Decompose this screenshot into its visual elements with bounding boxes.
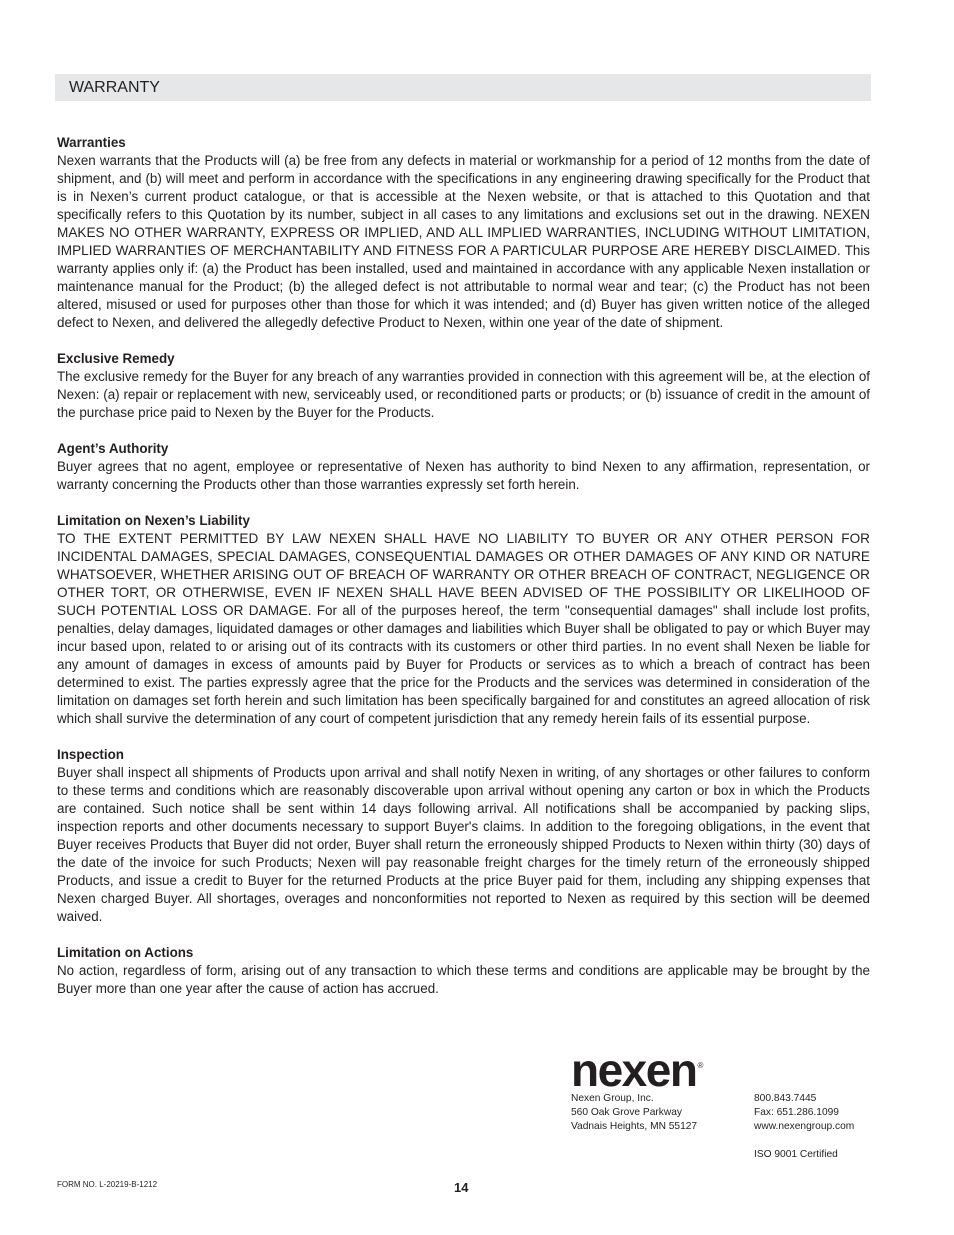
section-body: Buyer agrees that no agent, employee or representative of Nexen has authority to bind Nexen to any affirmation, representation, or warranty concerning the Products other than those warranties expressly set forth herein.: [57, 459, 870, 492]
section-header-bar: [55, 74, 871, 101]
phone-number: 800.843.7445: [754, 1093, 817, 1104]
section-agents-authority: [57, 440, 870, 494]
body-text: This warranty applies only if: (a) the Product has been installed, used and maintained in accordance with any applicable Nexen installation or maintenance manual for the Product; (b) the alleged defect is not attributable to normal wear and tear; (c) the Product has not been altered, misused or used for purposes other than those for which it was intended; and (d) Buyer has given written notice of the alleged defect to Nexen, and delivered the allegedly defective Product to Nexen, within one year of the date of shipment.: [57, 243, 870, 330]
fax-number: Fax: 651.286.1099: [754, 1107, 839, 1118]
section-warranties: [57, 134, 870, 332]
address-line: 560 Oak Grove Parkway: [571, 1107, 682, 1118]
company-contact: [754, 1092, 854, 1162]
section-body: [57, 530, 870, 728]
registered-mark: ®: [697, 1061, 704, 1070]
body-text: Nexen warrants that the Products will (a) be free from any defects in material or workmanship for a period of 12 months from the date of shipment, and (b) will meet and perform in accordance with the specifications in any engineering drawing specifically for the Product that is in Nexen’s current product catalogue, or that is accessible at the Nexen website, or that is attached to this Quotation and that specifically refers to this Quotation by its number, subject in all cases to any limitations and exclusions set out in the drawing.: [57, 153, 870, 222]
section-limitation-liability: [57, 512, 870, 728]
section-body: The exclusive remedy for the Buyer for any breach of any warranties provided in connection with this agreement will be, at the election of Nexen: (a) repair or replacement with new, serviceably used, or reconditioned parts or products; or (b) issuance of credit in the amount of the purchase price paid to Nexen by the Buyer for the Products.: [57, 369, 870, 420]
company-address: [571, 1092, 697, 1134]
logo-text: nexen: [571, 1044, 697, 1096]
section-exclusive-remedy: [57, 350, 870, 422]
section-title: Exclusive Remedy: [57, 351, 175, 366]
section-title: Agent’s Authority: [57, 441, 169, 456]
disclaimer-text: NEXEN MAKES NO OTHER WARRANTY, EXPRESS OR IMPLIED, AND ALL IMPLIED WARRANTIES, INCLUDING WITHOUT LIMITATION, IMPLIED WARRANTIES OF MERCHANTABILITY AND FITNESS FOR A PARTICULAR PURPOSE ARE HEREBY DISCLAIMED.: [57, 207, 870, 258]
section-body: [57, 152, 870, 332]
section-title: Limitation on Nexen’s Liability: [57, 513, 250, 528]
iso-certification: ISO 9001 Certified: [754, 1149, 838, 1160]
section-title: Limitation on Actions: [57, 945, 194, 960]
page-heading: WARRANTY: [69, 79, 160, 96]
section-body: No action, regardless of form, arising out of any transaction to which these terms and conditions are applicable may be brought by the Buyer more than one year after the cause of action has accrued.: [57, 963, 870, 996]
address-line: Vadnais Heights, MN 55127: [571, 1121, 698, 1132]
section-body: Buyer shall inspect all shipments of Products upon arrival and shall notify Nexen in writing, of any shortages or other failures to conform to these terms and conditions which are reasonably discoverable upon arrival without opening any carton or box in which the Products are contained. Such notice shall be sent within 14 days following arrival. All notifications shall be accompanied by packing slips, inspection reports and other documents necessary to support Buyer's claims. In addition to the foregoing obligations, in the event that Buyer receives Products that Buyer did not order, Buyer shall return the erroneously shipped Products to Nexen within thirty (30) days of the date of the invoice for such Products; Nexen will pay reasonable freight charges for the timely return of the erroneously shipped Products, and issue a credit to Buyer for the returned Products at the price Buyer paid for them, including any shipping expenses that Nexen charged Buyer. All shortages, overages and nonconformities not reported to Nexen as required by this section will be deemed waived.: [57, 765, 870, 924]
body-text: For all of the purposes hereof, the term "consequential damages" shall include lost profits, penalties, delay damages, liquidated damages or other damages and liabilities which Buyer shall be obligated to pay or which Buyer may incur based upon, related to or arising out of its contracts with its customers or other third parties. In no event shall Nexen be liable for any amount of damages in excess of amounts paid by Buyer for Products or services as to which a breach of contract has been determined to exist. The parties expressly agree that the price for the Products and the services was determined in consideration of the limitation on damages set forth herein and such limitation has been specifically bargained for and constitutes an agreed allocation of risk which shall survive the determination of any court of competent jurisdiction that any remedy herein fails of its essential purpose.: [57, 603, 871, 726]
address-line: Nexen Group, Inc.: [571, 1093, 654, 1104]
section-title: Warranties: [57, 135, 126, 150]
section-title: Inspection: [57, 747, 124, 762]
nexen-logo: [571, 1044, 881, 1096]
section-inspection: [57, 746, 870, 926]
website-url: www.nexengroup.com: [754, 1121, 855, 1132]
section-limitation-actions: [57, 944, 870, 998]
page-number: 14: [454, 1180, 469, 1195]
company-footer: [571, 1044, 881, 1160]
form-number: FORM NO. L-20219-B-1212: [57, 1180, 158, 1189]
document-body: [57, 134, 870, 1016]
liability-caps-text: TO THE EXTENT PERMITTED BY LAW NEXEN SHALL HAVE NO LIABILITY TO BUYER OR ANY OTHER PERSON FOR INCIDENTAL DAMAGES, SPECIAL DAMAGES, CONSEQUENTIAL DAMAGES OR OTHER DAMAGES OF ANY KIND OR NATURE WHATSOEVER, WHETHER ARISING OUT OF BREACH OF WARRANTY OR OTHER BREACH OF CONTRACT, NEGLIGENCE OR OTHER TORT, OR OTHERWISE, EVEN IF NEXEN SHALL HAVE BEEN ADVISED OF THE POSSIBILITY OR LIKELIHOOD OF SUCH POTENTIAL LOSS OR DAMAGE.: [57, 531, 870, 618]
